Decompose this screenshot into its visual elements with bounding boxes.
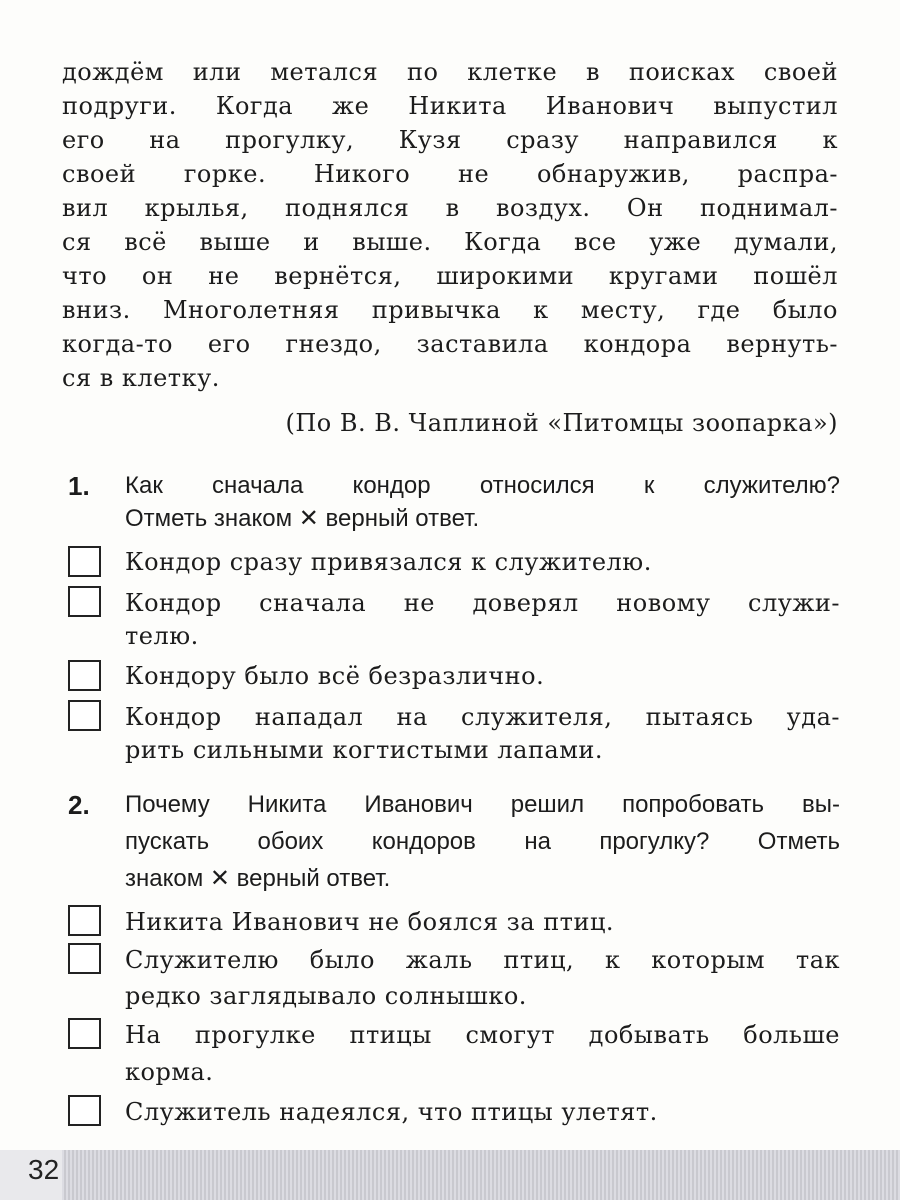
question-text: Отметь знаком ✕ верный ответ. (125, 505, 480, 532)
passage-line: когда-то его гнездо, заставила кондора вернуть- (62, 330, 838, 358)
page-number: 32 (28, 1154, 60, 1185)
answer-checkbox[interactable] (68, 700, 101, 731)
passage-attribution: (По В. В. Чаплиной «Питомцы зоопарка») (285, 409, 838, 437)
passage-line: своей горке. Никого не обнаружив, распра- (62, 160, 838, 188)
answer-option: Кондор сразу привязался к служителю. (125, 548, 652, 576)
answer-option: Кондор нападал на служителя, пытаясь уда- (125, 703, 840, 731)
question-number: 1. (68, 471, 90, 501)
answer-checkbox[interactable] (68, 586, 101, 617)
answer-option: Служитель надеялся, что птицы улетят. (125, 1098, 658, 1126)
answer-checkbox[interactable] (68, 1018, 101, 1049)
answer-option: телю. (125, 622, 199, 650)
passage-line: вниз. Многолетняя привычка к месту, где было (62, 296, 838, 324)
answer-option: редко заглядывало солнышко. (125, 982, 527, 1010)
answer-option: Кондору было всё безразлично. (125, 662, 545, 690)
passage-line: что он не вернётся, широкими кругами пошёл (62, 262, 838, 290)
passage-line: его на прогулку, Кузя сразу направился к (62, 126, 838, 154)
answer-checkbox[interactable] (68, 943, 101, 974)
answer-option: корма. (125, 1058, 214, 1086)
question-text: Как сначала кондор относился к служителю? (125, 472, 840, 499)
answer-option: рить сильными когтистыми лапами. (125, 736, 604, 764)
answer-checkbox[interactable] (68, 1095, 101, 1126)
passage-line: подруги. Когда же Никита Иванович выпустил (62, 92, 838, 120)
answer-option: Никита Иванович не боялся за птиц. (125, 908, 615, 936)
passage-line: дождём или метался по клетке в поисках своей (62, 58, 838, 86)
question-text: пускать обоих кондоров на прогулку? Отметь (125, 828, 840, 855)
question-text: Почему Никита Иванович решил попробовать вы- (125, 791, 840, 818)
passage-line: вил крылья, поднялся в воздух. Он поднимал- (62, 194, 838, 222)
question-text: знаком ✕ верный ответ. (125, 865, 391, 892)
passage-line: ся в клетку. (62, 364, 220, 392)
answer-checkbox[interactable] (68, 546, 101, 577)
answer-option: На прогулке птицы смогут добывать больше (125, 1021, 840, 1049)
answer-option: Кондор сначала не доверял новому служи- (125, 589, 840, 617)
passage-line: ся всё выше и выше. Когда все уже думали, (62, 228, 838, 256)
question-number: 2. (68, 790, 90, 820)
answer-checkbox[interactable] (68, 905, 101, 936)
answer-checkbox[interactable] (68, 660, 101, 691)
footer-band (0, 1150, 900, 1200)
answer-option: Служителю было жаль птиц, к которым так (125, 946, 840, 974)
